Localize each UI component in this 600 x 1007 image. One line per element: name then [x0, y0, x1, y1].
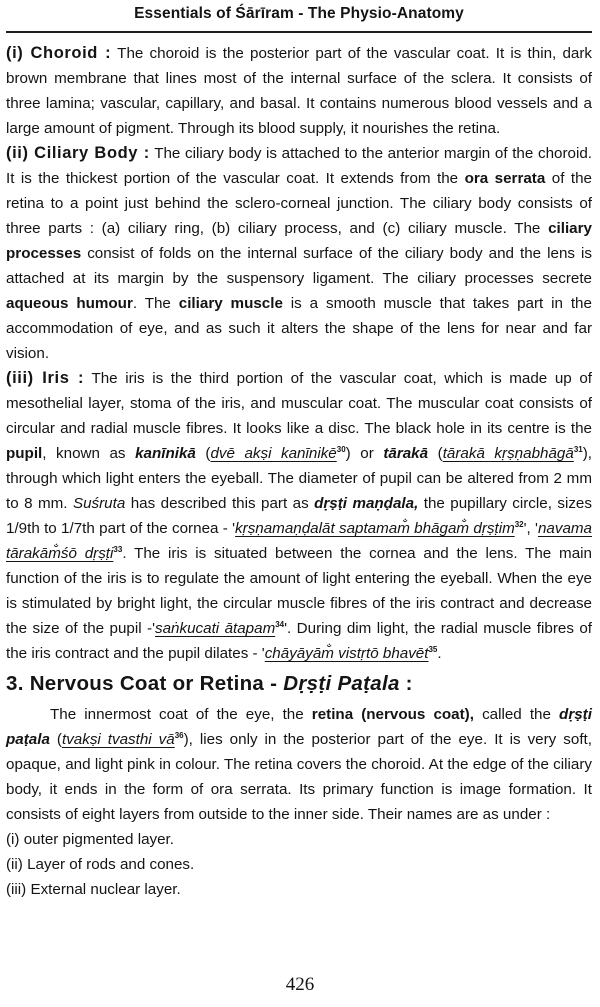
text-run: .: [437, 645, 442, 662]
text-run: has described this part as: [130, 495, 309, 512]
footnote-ref: 33: [113, 544, 123, 554]
text-run: ), through which light enters the eyeball. The diameter of pupil can be altered from 2 mm to 8 mm.: [6, 445, 592, 512]
footnote-ref: 32: [514, 519, 524, 529]
sanskrit-quote: dvē akṣi kanīnikē: [210, 445, 337, 462]
text-run: The innermost coat of the eye, the: [50, 706, 304, 723]
footnote-ref: 31: [573, 444, 583, 454]
page-number: 426: [285, 974, 315, 995]
section-heading-retina: [6, 670, 592, 698]
heading-sanskrit: Dṛṣṭi Paṭala: [283, 672, 400, 695]
heading-colon: :: [405, 672, 413, 695]
text-run: (: [56, 731, 62, 748]
footnote-ref: 34: [275, 619, 285, 629]
iris-paragraph: [6, 366, 592, 666]
bold-term: retina (nervous coat),: [311, 706, 474, 723]
text-run: (: [437, 445, 443, 462]
sanskrit-term: kanīnikā: [135, 445, 196, 462]
header-rule: [6, 31, 592, 33]
text-run: the pupillary circle, sizes 1/9th to 1/7th part of the cornea - ': [6, 495, 592, 537]
text-run: . The iris is situated between the cornea and the lens. The main function of the iris is to regulate the amount of light entering the eyeball. When the eye is stimulated by bright light, the circular muscle fibres of the iris contract and decrease the size of the pupil -': [6, 545, 592, 637]
sanskrit-term: dṛṣṭi maṇḍala,: [314, 495, 419, 512]
iris-term: (iii) Iris :: [6, 369, 85, 387]
retina-layer-list: [6, 827, 592, 902]
text-run: The iris is the third portion of the vascular coat, which is made up of mesothelial layer, stoma of the iris, and muscular coat. The muscular coat consists of circular and radial muscle fibres. It looks like a disc. The black hole in its centre is the: [6, 370, 593, 437]
author-name: Suśruta: [72, 495, 126, 512]
retina-paragraph: [6, 702, 592, 827]
list-item: (iii) External nuclear layer.: [6, 881, 181, 898]
ciliary-body-term: (ii) Ciliary Body :: [6, 144, 150, 162]
sanskrit-term: tārakā: [383, 445, 429, 462]
text-run: ', ': [523, 520, 538, 537]
sanskrit-quote: saṅkucati ātapam: [155, 620, 276, 637]
text-run: The ciliary body is attached to the anterior margin of the choroid. It is the thickest portion of the vascular coat. It extends from the: [6, 145, 593, 187]
bold-term: pupil: [6, 445, 43, 462]
sanskrit-quote: chāyāyām̐ vistṛtō bhavēt: [264, 645, 429, 662]
text-run: (: [205, 445, 211, 462]
ciliary-body-paragraph: [6, 141, 592, 366]
text-run: is a smooth muscle that takes part in the accommodation of eye, and as such it alters the shape of the lens for near and far vision.: [6, 295, 592, 362]
list-item: (ii) Layer of rods and cones.: [6, 856, 195, 873]
footnote-ref: 36: [174, 730, 184, 740]
heading-text: 3. Nervous Coat or Retina -: [6, 672, 278, 695]
footnote-ref: 35: [428, 644, 438, 654]
sanskrit-quote: navama tārakām̐śō dṛṣṭi: [6, 520, 592, 562]
sanskrit-term: dṛṣṭi paṭala: [6, 706, 592, 748]
text-run: called the: [482, 706, 551, 723]
text-run: ), lies only in the posterior part of the eye. It is very soft, opaque, and light pink in colour. The retina covers the choroid. At the edge of the ciliary body, it ends in the form of ora serrata. Its primary function is image formation. It consists of eight layers from outside to the inner side. Their names are as under :: [6, 731, 592, 823]
running-head: Essentials of Śārīram - The Physio-Anatomy: [134, 5, 464, 22]
bold-term: ciliary processes: [6, 220, 592, 262]
sanskrit-quote: kṛṣṇamaṇḍalāt saptamam̐ bhāgam̐ dṛṣṭim: [235, 520, 515, 537]
choroid-paragraph: [6, 41, 592, 141]
bold-term: ciliary muscle: [178, 295, 283, 312]
text-run: '. During dim light, the radial muscle fibres of the iris contract and the pupil dilates - ': [6, 620, 592, 662]
bold-term: ora serrata: [464, 170, 546, 187]
list-item: (i) outer pigmented layer.: [6, 831, 174, 848]
bold-term: aqueous humour: [6, 295, 133, 312]
choroid-text: The choroid is the posterior part of the vascular coat. It is thin, dark brown membrane that lines most of the internal surface of the sclera. It consists of three lamina; vascular, capillary, and basal. It contains numerous blood vessels and a large amount of pigment. Through its blood supply, it nourishes the retina.: [6, 45, 592, 137]
text-run: , known as: [42, 445, 126, 462]
choroid-term: (i) Choroid :: [6, 44, 112, 62]
footnote-ref: 30: [336, 444, 346, 454]
sanskrit-quote: tvakṣi tvasthi vā: [61, 731, 175, 748]
text-run: ) or: [345, 445, 374, 462]
sanskrit-quote: tārakā kṛṣṇabhāgā: [442, 445, 574, 462]
text-run: . The: [132, 295, 171, 312]
text-run: of the retina to a point just behind the sclero-corneal junction. The ciliary body consists of three parts : (a) ciliary ring, (b) ciliary process, and (c) ciliary muscle. The: [6, 170, 592, 237]
text-run: consist of folds on the internal surface of the ciliary body and the lens is attached at its margin by the suspensory ligament. The ciliary processes secrete: [6, 245, 592, 287]
